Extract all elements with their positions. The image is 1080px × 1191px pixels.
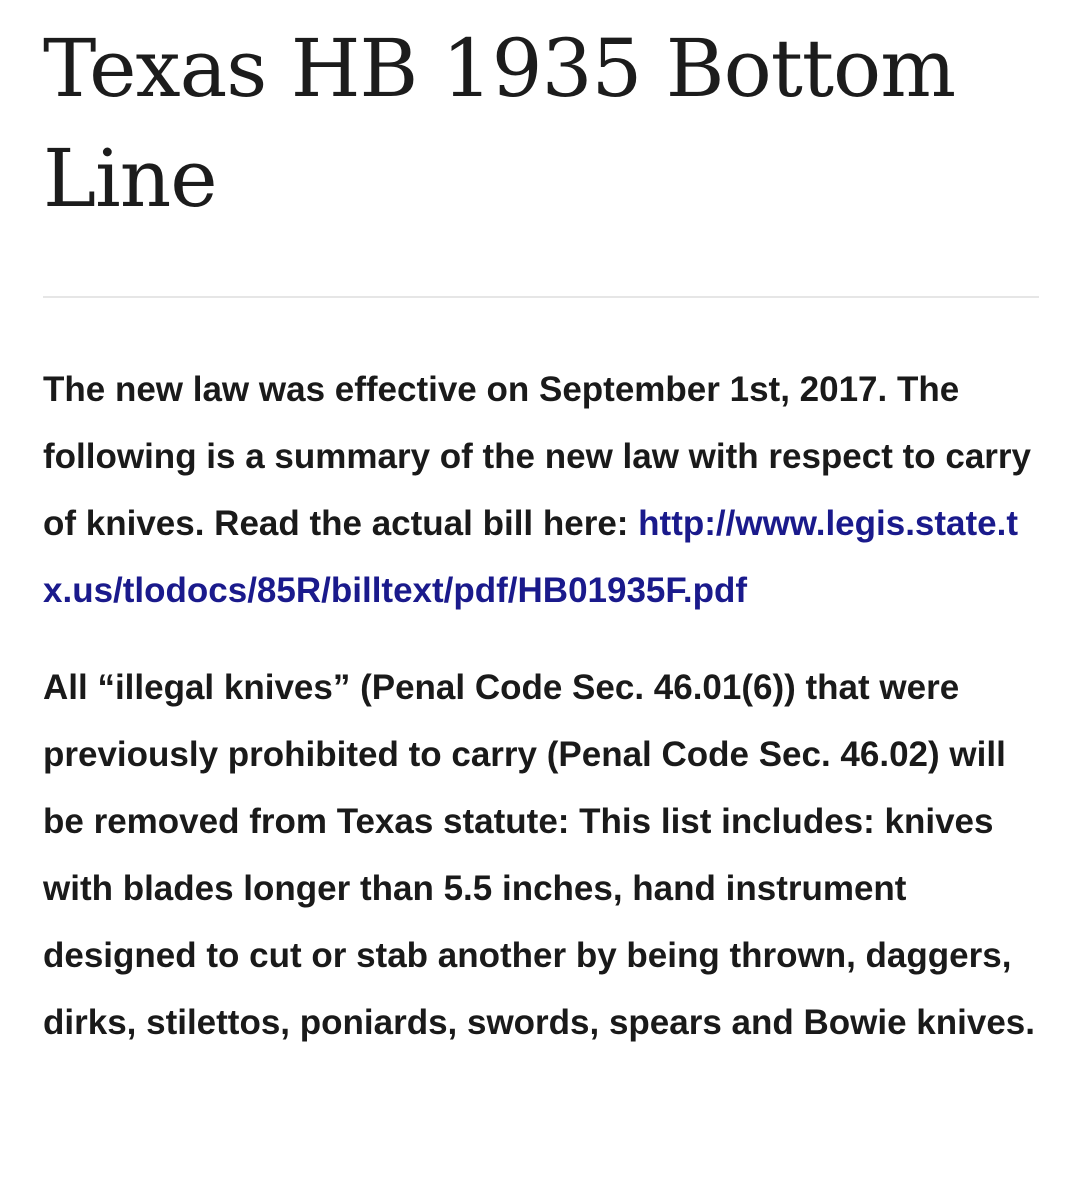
title-divider [43,296,1039,298]
paragraph-illegal-knives: All “illegal knives” (Penal Code Sec. 46.01(6)) that were previously prohibited to carry (Penal Code Sec. 46.02) will be removed from Texas statute: This list includes: knives with blades longer than 5.5 inches, hand instrument designed to cut or stab another by being thrown, daggers, dirks, stilettos, poniards, swords, spears and Bowie knives. [43,668,1035,1042]
paragraph-effective-date [43,356,1039,624]
bill-pdf-link[interactable]: http://www.legis.state.tx.us/tlodocs/85R/billtext/pdf/HB01935F.pdf [43,504,1019,610]
article-title: Texas HB 1935 Bottom Line [43,22,956,225]
article [43,0,1039,1056]
paragraph-effective-date-text: The new law was effective on September 1st, 2017. The following is a summary of the new law with respect to carry of knives. Read the actual bill here: [43,370,1032,543]
